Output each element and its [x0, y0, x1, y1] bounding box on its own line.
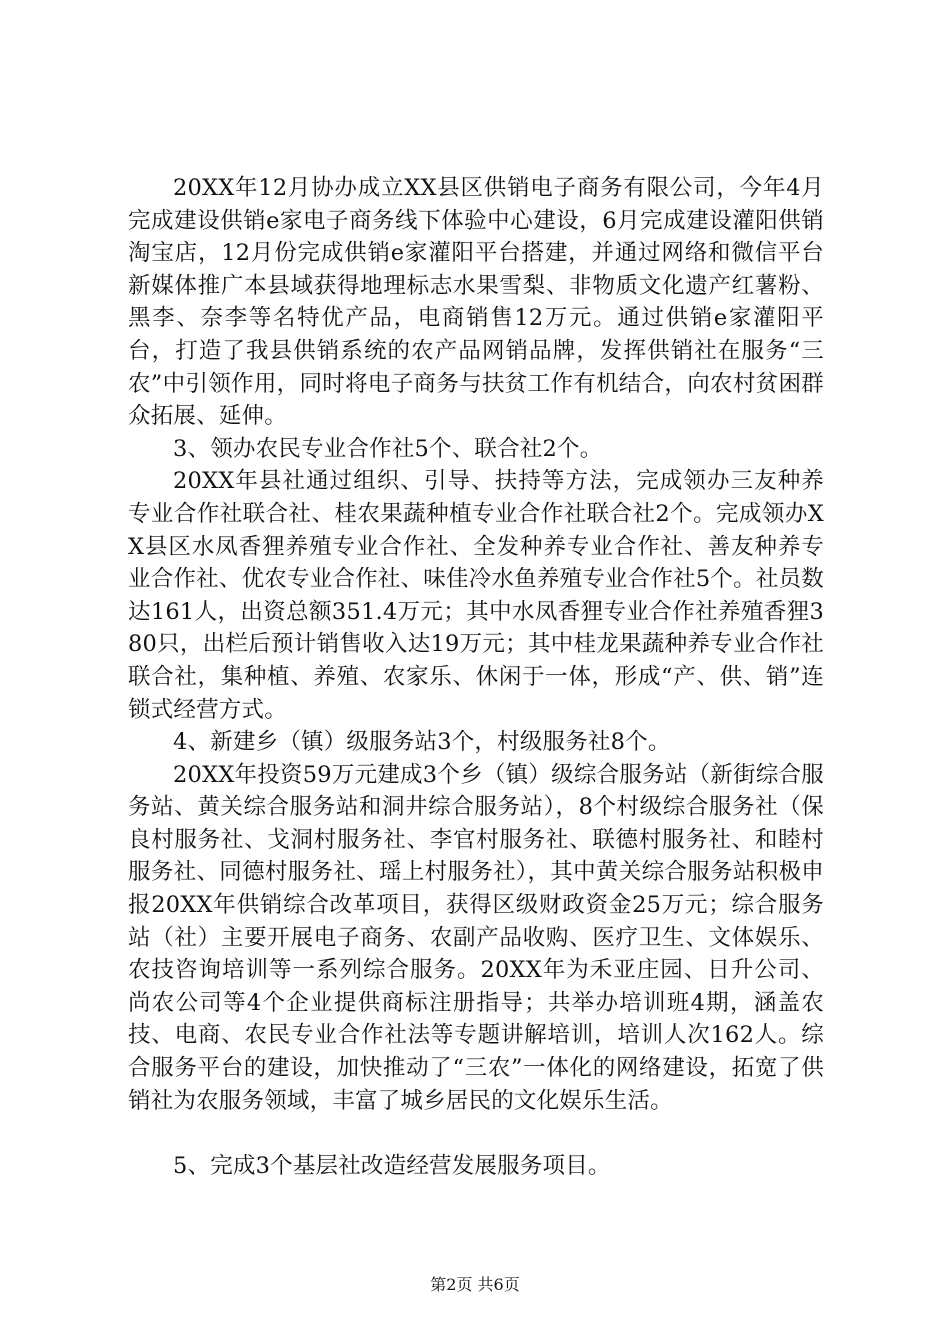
page-footer: 第2页 共6页 — [430, 1275, 520, 1294]
heading-grassroots-reform: 5、完成3个基层社改造经营发展服务项目。 — [173, 1153, 611, 1180]
paragraph-cooperatives: 20XX年县社通过组织、引导、扶持等方法，完成领办三友种养专业合作社联合社、桂农果蔬种植专业合作社联合社2个。完成领办XX县区水凤香狸养殖专业合作社、全发种养专业合作社、善友种养专业合作社、优农专业合作社、味佳冷水鱼养殖专业合作社5个。社员数达161人，出资总额351.4万元；其中水凤香狸专业合作社养殖香狸380只，出栏后预计销售收入达19万元；其中桂龙果蔬种养专业合作社联合社，集种植、养殖、农家乐、休闲于一体，形成“产、供、销”连锁式经营方式。 — [128, 468, 824, 723]
heading-cooperatives: 3、领办农民专业合作社5个、联合社2个。 — [173, 435, 603, 462]
paragraph-service-stations: 20XX年投资59万元建成3个乡（镇）级综合服务站（新街综合服务站、黄关综合服务站和洞井综合服务站），8个村级综合服务社（保良村服务社、戈洞村服务社、李官村服务社、联德村服务社、和睦村服务社、同德村服务社、瑶上村服务社），其中黄关综合服务站积极申报20XX年供销综合改革项目，获得区级财政资金25万元；综合服务站（社）主要开展电子商务、农副产品收购、医疗卫生、文体娱乐、农技咨询培训等一系列综合服务。20XX年为禾亚庄园、日升公司、尚农公司等4个企业提供商标注册指导；共举办培训班4期，涵盖农技、电商、农民专业合作社法等专题讲解培训，培训人次162人。综合服务平台的建设，加快推动了“三农”一体化的网络建设，拓宽了供销社为农服务领域，丰富了城乡居民的文化娱乐生活。 — [128, 761, 824, 1114]
paragraph-ecommerce: 20XX年12月协办成立XX县区供销电子商务有限公司，今年4月完成建设供销e家电子商务线下体验中心建设，6月完成建设灌阳供销淘宝店，12月份完成供销e家灌阳平台搭建，并通过网络和微信平台新媒体推广本县域获得地理标志水果雪梨、非物质文化遗产红薯粉、黑李、奈李等名特优产品，电商销售12万元。通过供销e家灌阳平台，打造了我县供销系统的农产品网销品牌，发挥供销社在服务“三农”中引领作用，同时将电子商务与扶贫工作有机结合，向农村贫困群众拓展、延伸。 — [128, 175, 824, 430]
heading-service-stations: 4、新建乡（镇）级服务站3个，村级服务社8个。 — [173, 729, 671, 756]
document-body — [128, 172, 824, 1183]
